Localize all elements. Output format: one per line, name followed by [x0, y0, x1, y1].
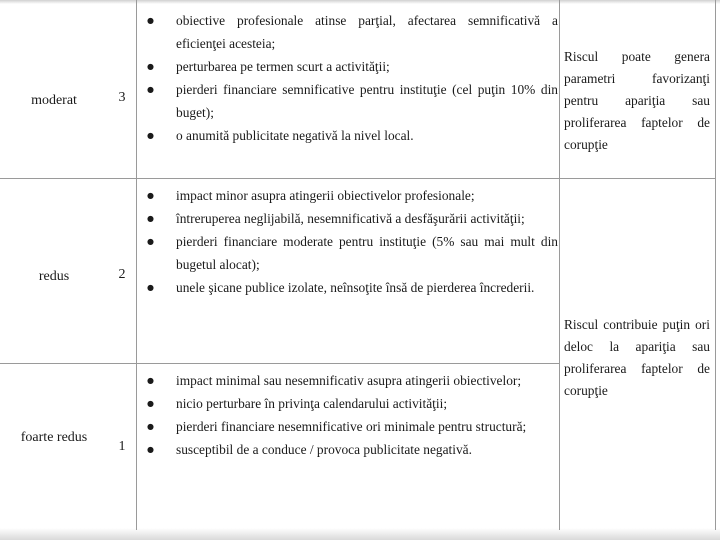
- row-divider: [0, 363, 560, 364]
- risk-level: moderat: [31, 93, 77, 108]
- list-item: ● susceptibil de a conduce / provoca publicitate negativă.: [145, 438, 558, 461]
- column-divider: [559, 0, 560, 530]
- risk-score: 2: [118, 267, 126, 282]
- list-item: ● perturbarea pe termen scurt a activităţii;: [145, 55, 558, 78]
- impact-list: [145, 9, 558, 147]
- column-divider: [136, 0, 137, 530]
- list-item: ● întreruperea neglijabilă, nesemnificativă a desfăşurării activităţii;: [145, 207, 558, 230]
- list-item: ● nicio perturbare în privinţa calendarului activităţii;: [145, 392, 558, 415]
- list-item: ● pierderi financiare semnificative pentru instituţie (cel puţin 10% din buget);: [145, 78, 558, 124]
- list-item: ● obiective profesionale atinse parţial, afectarea semnificativă a eficienţei acesteia;: [145, 9, 558, 55]
- list-item: ● o anumită publicitate negativă la nivel local.: [145, 124, 558, 147]
- page-shadow-top: [0, 0, 720, 4]
- impact-list: [145, 184, 558, 299]
- corruption-note: Riscul poate genera parametri favorizanţi pentru apariţia sau proliferarea faptelor de corupţie: [564, 49, 710, 152]
- list-item: ● pierderi financiare moderate pentru instituţie (5% sau mai mult din bugetul alocat);: [145, 230, 558, 276]
- list-item: ● pierderi financiare nesemnificative ori minimale pentru structură;: [145, 415, 558, 438]
- page-shadow-bottom: [0, 528, 720, 540]
- row-divider: [0, 178, 716, 179]
- corruption-note: Riscul contribuie puţin ori deloc la apariţia sau proliferarea faptelor de corupţie: [564, 317, 710, 398]
- risk-score: 3: [118, 90, 126, 105]
- risk-score: 1: [118, 439, 126, 454]
- risk-level: foarte redus: [20, 430, 88, 445]
- list-item: ● impact minimal sau nesemnificativ asupra atingerii obiectivelor;: [145, 369, 558, 392]
- list-item: ● impact minor asupra atingerii obiectivelor profesionale;: [145, 184, 558, 207]
- risk-level: redus: [38, 269, 70, 284]
- impact-list: [145, 369, 558, 461]
- column-divider: [715, 0, 716, 530]
- list-item: ● unele şicane publice izolate, neînsoţite însă de pierderea încrederii.: [145, 276, 558, 299]
